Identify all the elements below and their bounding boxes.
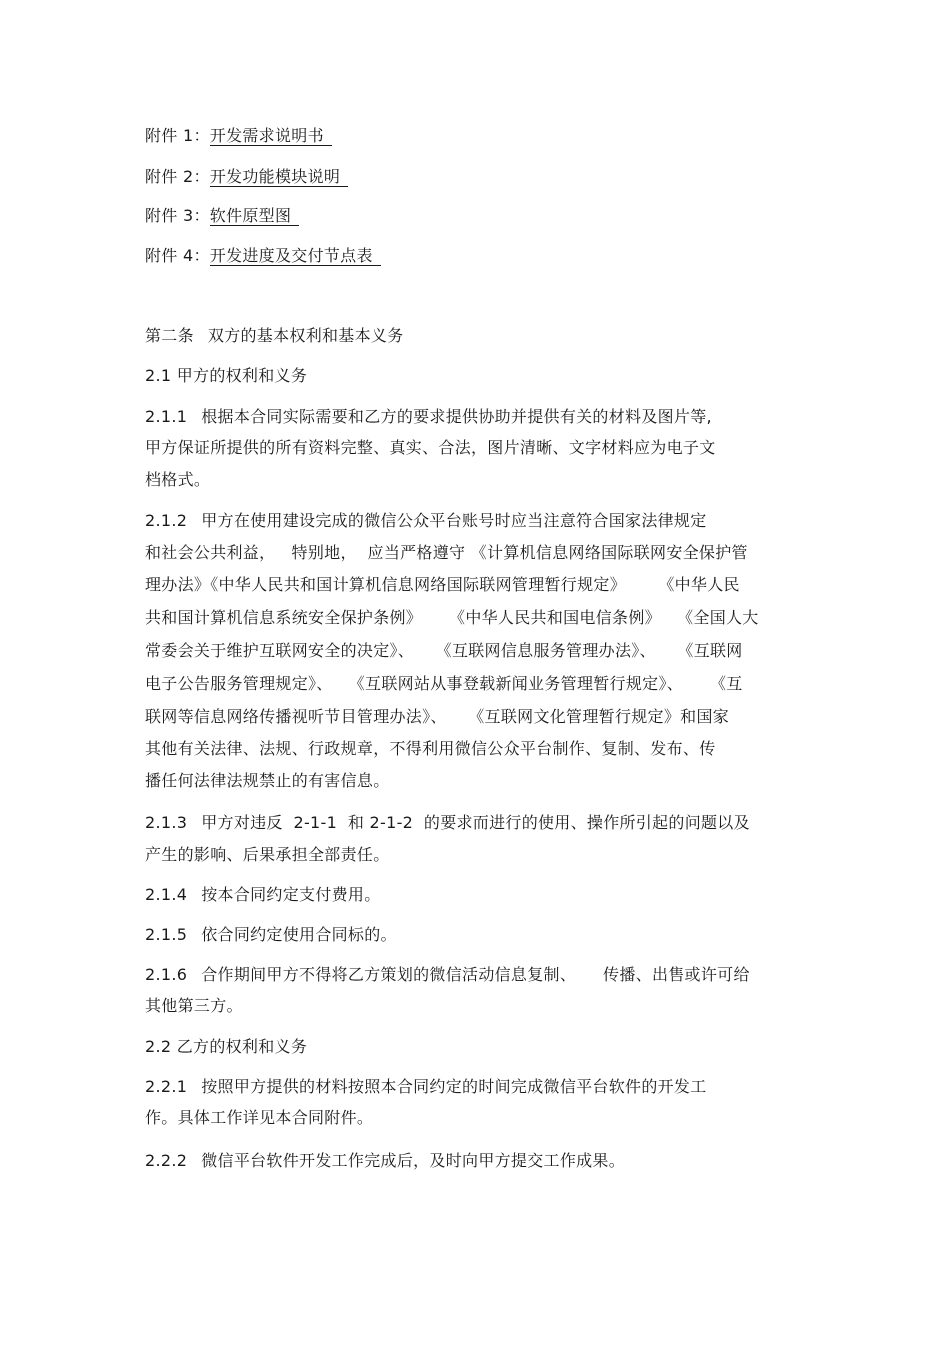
clause-number: 2.1.5 <box>145 925 188 944</box>
section-heading-2-2: 2.2 乙方的权利和义务 <box>145 1037 308 1056</box>
clause-text: 按照甲方提供的材料按照本合同约定的时间完成微信平台软件的开发工 <box>201 1077 707 1096</box>
clause-text: 联网等信息网络传播视听节目管理办法》、 《互联网文化管理暂行规定》和国家 <box>145 707 730 726</box>
clause-number: 2.1.2 <box>145 511 188 530</box>
article-title: 双方的基本权利和基本义务 <box>207 326 404 345</box>
attachment-label: 附件 3： <box>145 206 210 225</box>
attachment-title: 开发进度及交付节点表 <box>210 246 381 266</box>
clause-text: 合作期间甲方不得将乙方策划的微信活动信息复制、 传播、出售或许可给 <box>201 965 750 984</box>
clause-number: 2.1.3 <box>145 813 188 832</box>
clause-text: 档格式。 <box>145 470 211 489</box>
clause-2-2-1 <box>145 1077 707 1097</box>
attachment-3 <box>145 206 299 226</box>
clause-text: 按本合同约定支付费用。 <box>201 885 381 904</box>
clause-text: 作。具体工作详见本合同附件。 <box>145 1108 374 1127</box>
clause-2-2-2 <box>145 1151 625 1171</box>
attachment-1 <box>145 126 332 146</box>
clause-text: 甲方在使用建设完成的微信公众平台账号时应当注意符合国家法律规定 <box>201 511 707 530</box>
attachment-2 <box>145 167 348 187</box>
attachment-label: 附件 2： <box>145 167 210 186</box>
clause-2-1-2 <box>145 511 707 531</box>
article-number: 第二条 <box>145 326 194 345</box>
clause-2-1-5 <box>145 925 397 945</box>
clause-text: 根据本合同实际需要和乙方的要求提供协助并提供有关的材料及图片等, <box>201 407 712 426</box>
clause-number: 2.1.4 <box>145 885 188 904</box>
attachment-title: 开发功能模块说明 <box>210 167 348 187</box>
clause-text: 和社会公共利益， 特别地， 应当严格遵守 《计算机信息网络国际联网安全保护管 <box>145 543 748 562</box>
clause-text: 播任何法律法规禁止的有害信息。 <box>145 771 390 790</box>
clause-number: 2.2.2 <box>145 1151 188 1170</box>
clause-text: 其他第三方。 <box>145 996 243 1015</box>
attachment-title: 软件原型图 <box>210 206 300 226</box>
clause-2-1-3 <box>145 813 750 833</box>
clause-number: 2.1.1 <box>145 407 188 426</box>
article-heading <box>145 326 404 346</box>
clause-text: 产生的影响、后果承担全部责任。 <box>145 845 390 864</box>
clause-number: 2.2.1 <box>145 1077 188 1096</box>
clause-text: 依合同约定使用合同标的。 <box>201 925 397 944</box>
clause-2-1-6 <box>145 965 750 985</box>
clause-text: 共和国计算机信息系统安全保护条例》 《中华人民共和国电信条例》 《全国人大 <box>145 608 759 627</box>
clause-number: 2.1.6 <box>145 965 188 984</box>
attachment-label: 附件 4： <box>145 246 210 265</box>
clause-2-1-1 <box>145 407 712 427</box>
clause-text: 理办法》《中华人民共和国计算机信息网络国际联网管理暂行规定》 《中华人民 <box>145 575 740 594</box>
clause-2-1-4 <box>145 885 381 905</box>
section-heading-2-1: 2.1 甲方的权利和义务 <box>145 366 308 385</box>
attachment-title: 开发需求说明书 <box>210 126 332 146</box>
clause-text: 其他有关法律、法规、行政规章，不得利用微信公众平台制作、复制、发布、传 <box>145 739 716 758</box>
clause-text: 甲方保证所提供的所有资料完整、真实、合法，图片清晰、文字材料应为电子文 <box>145 438 716 457</box>
clause-text: 电子公告服务管理规定》、 《互联网站从事登载新闻业务管理暂行规定》、 《互 <box>145 674 743 693</box>
attachment-4 <box>145 246 381 266</box>
clause-text: 常委会关于维护互联网安全的决定》、 《互联网信息服务管理办法》、 《互联网 <box>145 641 743 660</box>
attachment-label: 附件 1： <box>145 126 210 145</box>
clause-text: 甲方对违反 2-1-1 和 2-1-2 的要求而进行的使用、操作所引起的问题以及 <box>201 813 750 832</box>
clause-text: 微信平台软件开发工作完成后，及时向甲方提交工作成果。 <box>201 1151 626 1170</box>
